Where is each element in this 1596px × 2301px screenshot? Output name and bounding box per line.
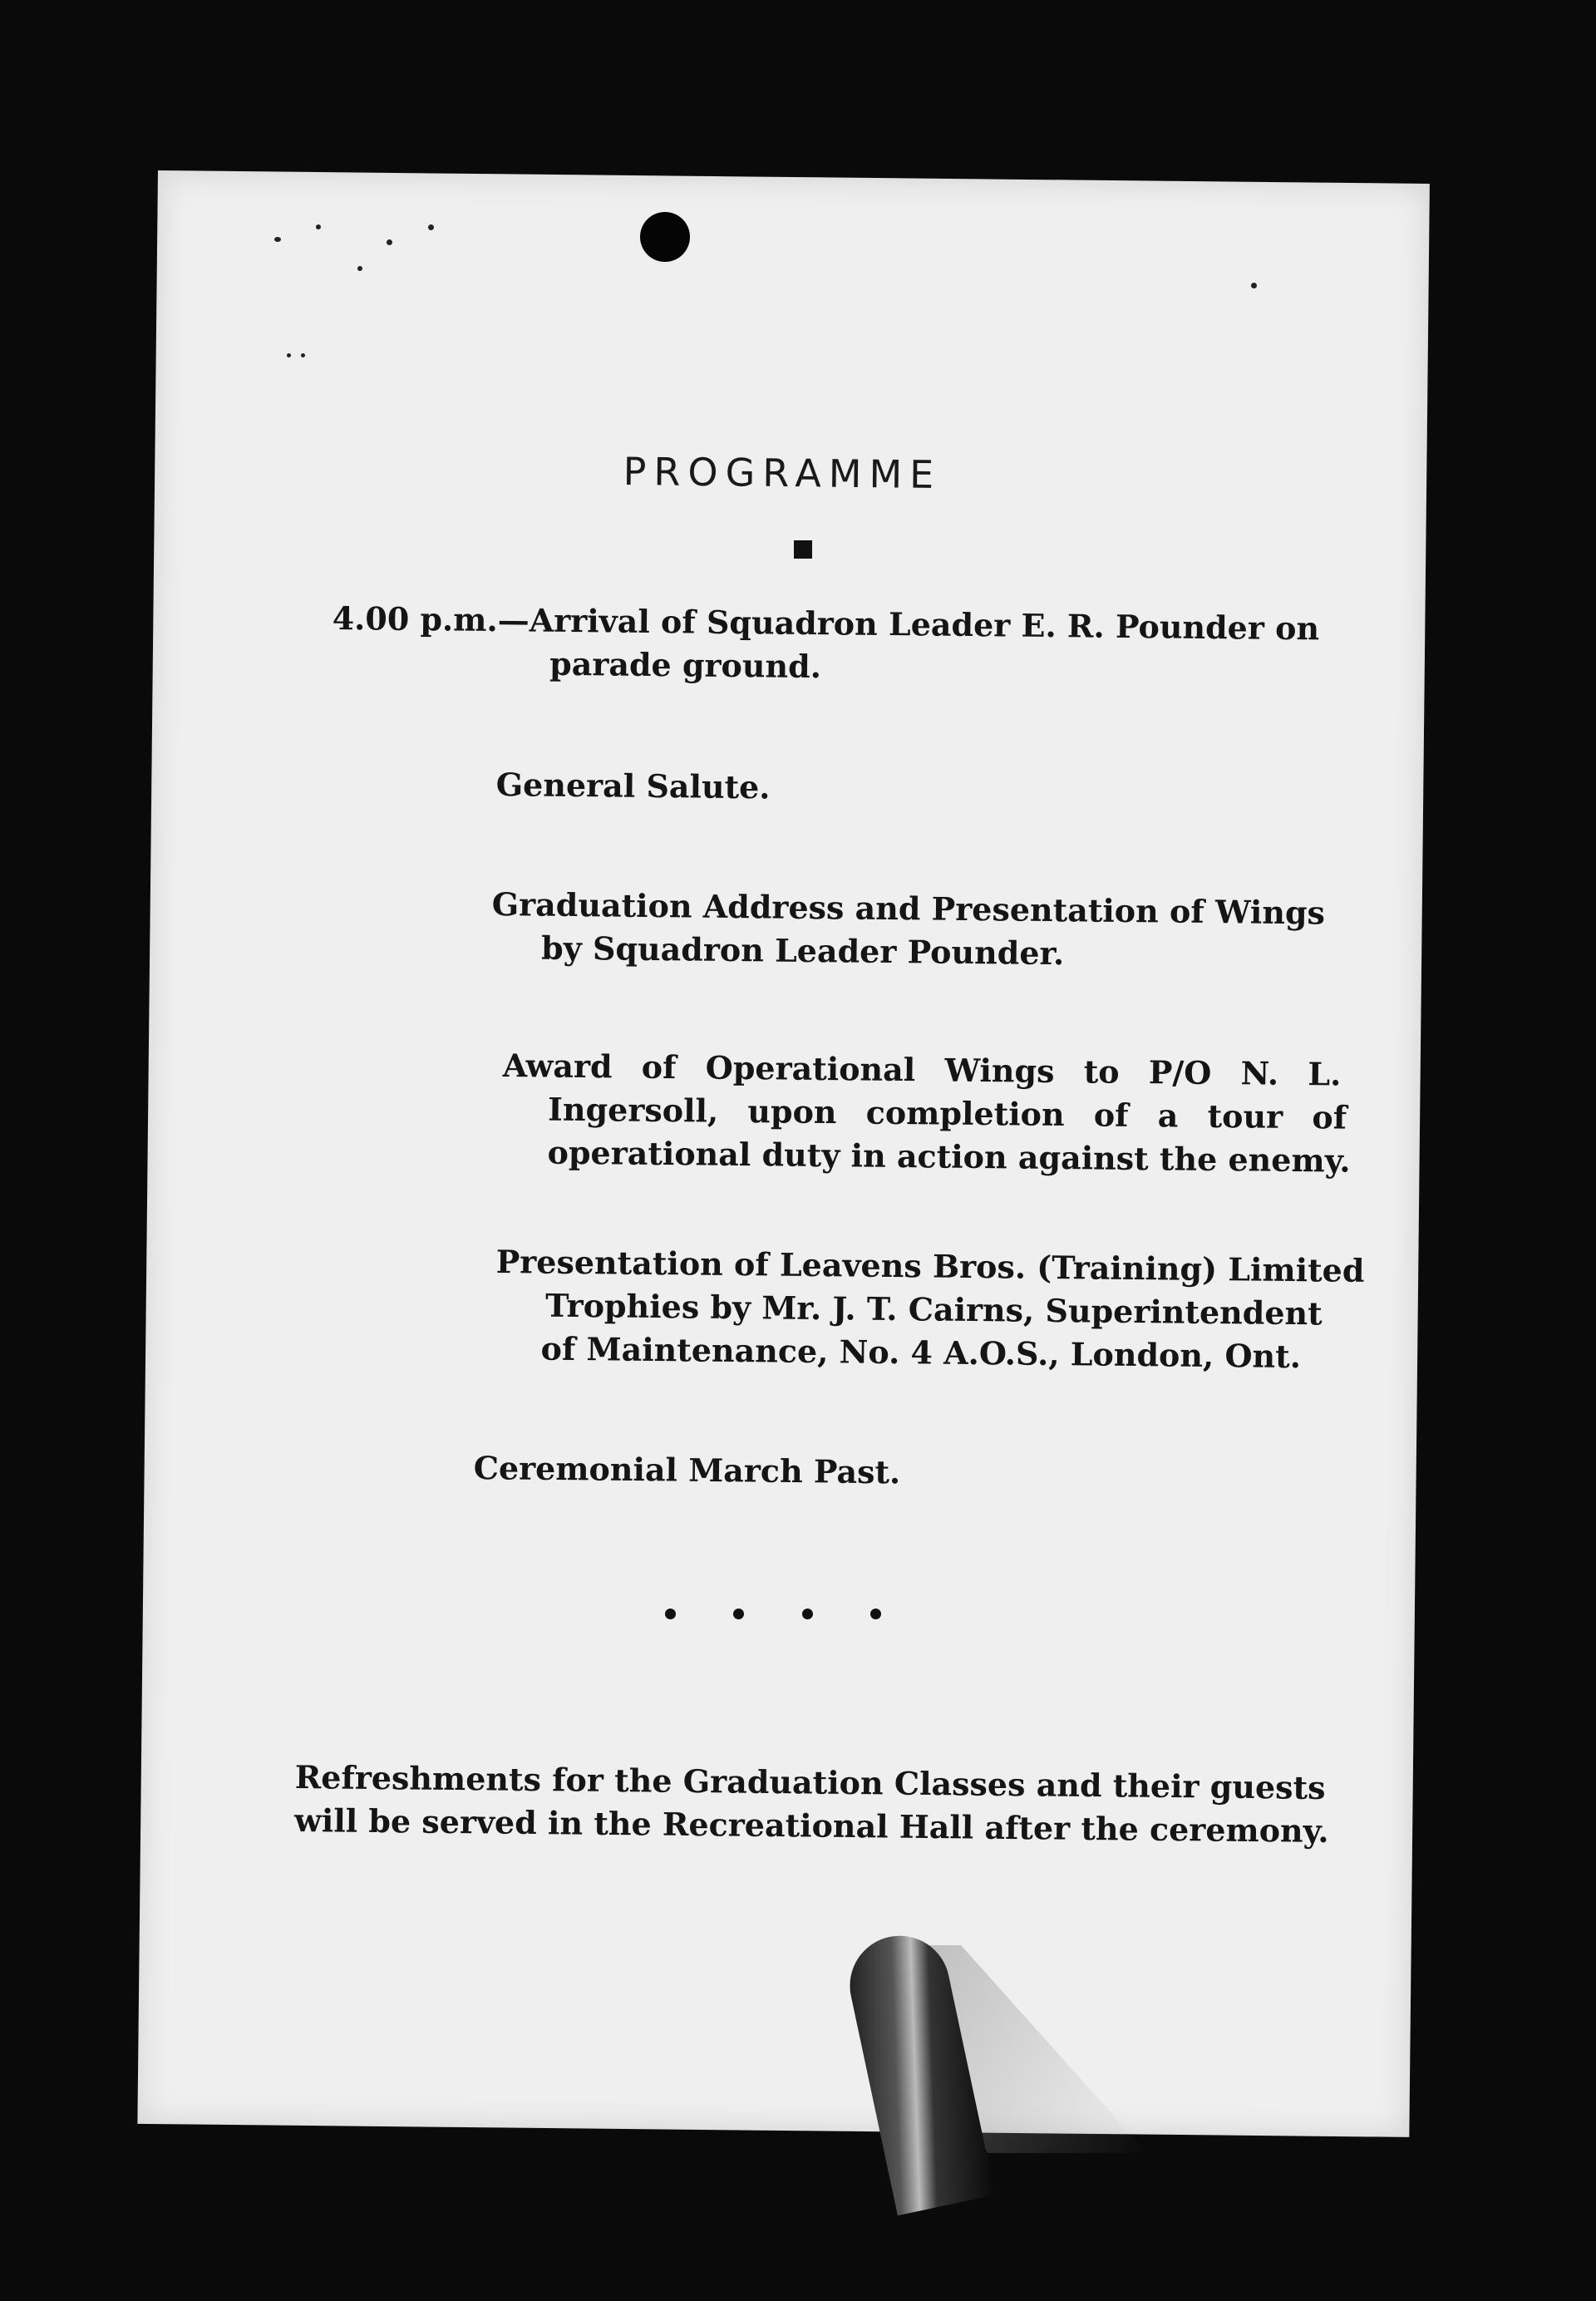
dot-divider	[665, 1609, 881, 1625]
entry-line: Graduation Address and Presentation of Wings	[491, 884, 1326, 932]
refreshments-note	[294, 1756, 1330, 1853]
programme-entry-operational-wings	[501, 1044, 1352, 1183]
entry-line: Presentation of Leavens Bros. (Training) Limited	[495, 1242, 1365, 1289]
programme-entry-trophies	[495, 1240, 1364, 1379]
programme-entry-graduation-address	[491, 883, 1325, 978]
programme-entry-arrival	[332, 597, 1319, 693]
programme-entry-general-salute	[495, 763, 770, 809]
entry-line: Ceremonial March Past.	[473, 1448, 901, 1491]
speck	[357, 266, 362, 271]
square-ornament	[794, 540, 812, 559]
dot	[870, 1609, 881, 1619]
speck	[274, 237, 281, 242]
speck	[387, 239, 392, 245]
footer-line: Refreshments for the Graduation Classes and their guests	[294, 1757, 1326, 1806]
entry-line: by Squadron Leader Pounder.	[540, 929, 1065, 973]
entry-line: Ingersoll, upon completion of a tour of	[547, 1090, 1347, 1136]
speck	[301, 353, 305, 357]
speck	[1251, 283, 1257, 288]
entry-line: operational duty in action against the enemy.	[547, 1133, 1351, 1180]
dot	[802, 1609, 813, 1619]
speck	[316, 224, 321, 229]
programme-title: PROGRAMME	[623, 449, 942, 498]
dot	[665, 1609, 676, 1619]
speck	[428, 224, 434, 230]
speck	[287, 353, 291, 357]
entry-line: of Maintenance, No. 4 A.O.S., London, Ont.	[540, 1329, 1302, 1376]
punch-hole	[640, 212, 690, 262]
entry-line: parade ground.	[549, 644, 822, 686]
entry-line: 4.00 p.m.—Arrival of Squadron Leader E. R. Pounder on	[332, 599, 1320, 648]
entry-line: General Salute.	[495, 765, 771, 806]
dot	[733, 1609, 744, 1619]
programme-entry-march-past	[473, 1446, 900, 1494]
footer-line: will be served in the Recreational Hall after the ceremony.	[293, 1801, 1329, 1850]
entry-line: Award of Operational Wings to P/O N. L.	[502, 1046, 1342, 1093]
entry-line: Trophies by Mr. J. T. Cairns, Superintendent	[544, 1286, 1323, 1333]
